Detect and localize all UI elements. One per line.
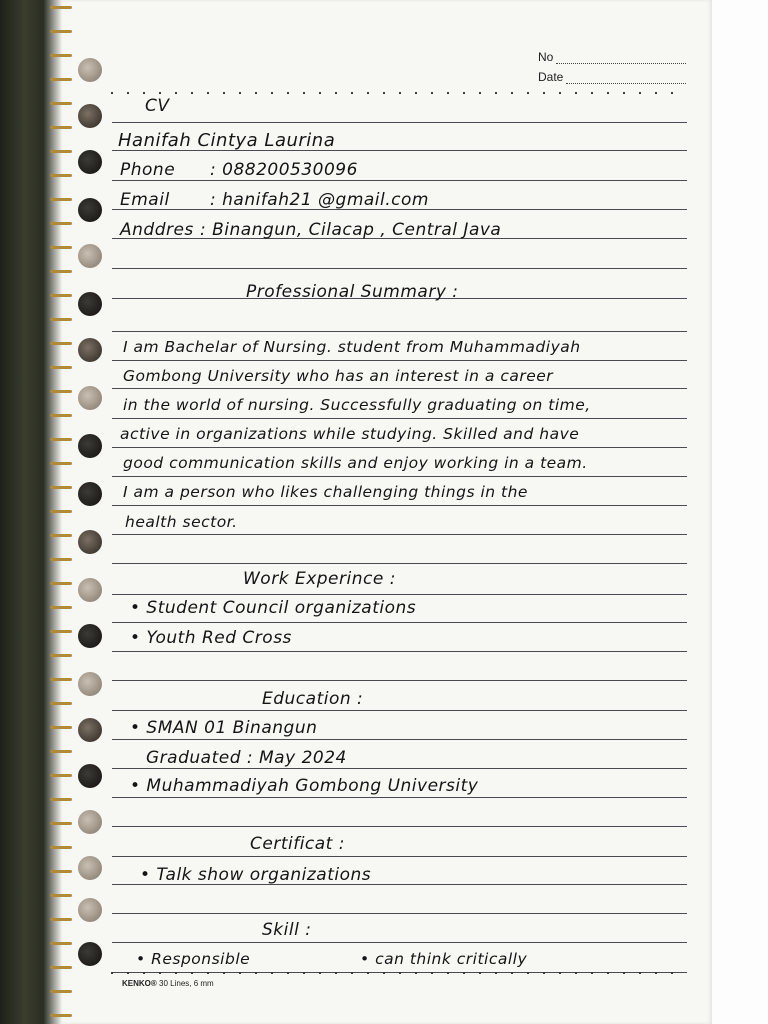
ruled-line bbox=[112, 680, 687, 681]
education-item: • Muhammadiyah Gombong University bbox=[130, 776, 479, 796]
spiral-wire bbox=[50, 654, 72, 657]
summary-line: active in organizations while studying. Skilled and have bbox=[120, 425, 580, 443]
ruled-line bbox=[112, 913, 687, 914]
spiral-wire bbox=[50, 894, 72, 897]
spiral-wire bbox=[50, 846, 72, 849]
spiral-wire bbox=[50, 966, 72, 969]
spiral-wire bbox=[50, 342, 72, 345]
punch-hole bbox=[78, 764, 102, 788]
spiral-wire bbox=[50, 918, 72, 921]
spiral-wire bbox=[50, 222, 72, 225]
punch-hole bbox=[78, 292, 102, 316]
ruled-line bbox=[112, 768, 687, 769]
email-label: Email bbox=[120, 190, 170, 210]
ruled-line bbox=[112, 651, 687, 652]
spiral-wire bbox=[50, 798, 72, 801]
spiral-wire bbox=[50, 990, 72, 993]
phone-value: : 088200530096 bbox=[210, 160, 358, 180]
punch-hole bbox=[78, 386, 102, 410]
ruled-line bbox=[112, 122, 687, 123]
summary-line: Gombong University who has an interest in a career bbox=[123, 367, 554, 385]
address-value: : Binangun, Cilacap , Central Java bbox=[200, 220, 502, 240]
spiral-wire bbox=[50, 390, 72, 393]
spiral-wire bbox=[50, 750, 72, 753]
spiral-wire bbox=[50, 294, 72, 297]
ruled-line bbox=[112, 942, 687, 943]
skill-heading: Skill : bbox=[262, 920, 312, 940]
punch-hole bbox=[78, 624, 102, 648]
dotted-rule bbox=[104, 92, 687, 94]
ruled-line bbox=[112, 388, 687, 389]
spiral-wire bbox=[50, 774, 72, 777]
ruled-line bbox=[112, 563, 687, 564]
spiral-wire bbox=[50, 438, 72, 441]
punch-hole bbox=[78, 718, 102, 742]
education-heading: Education : bbox=[262, 689, 364, 709]
ruled-line bbox=[112, 447, 687, 448]
no-label: No bbox=[538, 50, 554, 64]
spiral-wire bbox=[50, 726, 72, 729]
punch-hole bbox=[78, 150, 102, 174]
spiral-wire bbox=[50, 462, 72, 465]
punch-hole bbox=[78, 434, 102, 458]
punch-hole bbox=[78, 856, 102, 880]
summary-heading: Professional Summary : bbox=[246, 282, 459, 302]
punch-hole bbox=[78, 482, 102, 506]
spiral-wire bbox=[50, 534, 72, 537]
full-name: Hanifah Cintya Laurina bbox=[118, 130, 336, 151]
ruled-line bbox=[112, 594, 687, 595]
spiral-wire bbox=[50, 366, 72, 369]
email-value: : hanifah21 @gmail.com bbox=[210, 190, 429, 210]
brand-label: KENKO® bbox=[122, 979, 157, 988]
spiral-wire bbox=[50, 582, 72, 585]
ruling-spec: 30 Lines, 6 mm bbox=[159, 979, 214, 988]
spiral-wire bbox=[50, 702, 72, 705]
spiral-wire bbox=[50, 54, 72, 57]
certificate-heading: Certificat : bbox=[250, 834, 345, 854]
spiral-wire bbox=[50, 870, 72, 873]
punch-hole bbox=[78, 198, 102, 222]
spiral-wire bbox=[50, 1014, 72, 1017]
summary-line: health sector. bbox=[125, 513, 238, 531]
spiral-wire bbox=[50, 486, 72, 489]
spiral-wire bbox=[50, 246, 72, 249]
summary-line: I am a person who likes challenging things in the bbox=[123, 483, 528, 501]
dotted-rule bbox=[104, 972, 687, 974]
ruled-line bbox=[112, 797, 687, 798]
spiral-wire bbox=[50, 126, 72, 129]
spiral-wire bbox=[50, 558, 72, 561]
skill-item: • can think critically bbox=[360, 950, 528, 968]
date-line bbox=[566, 83, 686, 84]
cv-title: CV bbox=[145, 96, 170, 116]
education-item: • SMAN 01 Binangun bbox=[130, 718, 318, 738]
page-footer bbox=[122, 979, 214, 988]
ruled-line bbox=[112, 534, 687, 535]
spiral-wire bbox=[50, 198, 72, 201]
spiral-wire bbox=[50, 270, 72, 273]
spiral-wire bbox=[50, 30, 72, 33]
skill-item: • Responsible bbox=[136, 950, 251, 968]
summary-line: I am Bachelar of Nursing. student from Muhammadiyah bbox=[123, 338, 581, 356]
spiral-wire bbox=[50, 414, 72, 417]
ruled-line bbox=[112, 622, 687, 623]
spiral-wire bbox=[50, 606, 72, 609]
ruled-line bbox=[112, 710, 687, 711]
spiral-wire bbox=[50, 822, 72, 825]
spiral-wire bbox=[50, 102, 72, 105]
spiral-wire bbox=[50, 174, 72, 177]
punch-hole bbox=[78, 898, 102, 922]
punch-hole bbox=[78, 530, 102, 554]
ruled-line bbox=[112, 826, 687, 827]
ruled-line bbox=[112, 360, 687, 361]
spiral-wire bbox=[50, 6, 72, 9]
spiral-wire bbox=[50, 630, 72, 633]
spiral-wire bbox=[50, 942, 72, 945]
punch-hole bbox=[78, 942, 102, 966]
spiral-wire bbox=[50, 510, 72, 513]
phone-label: Phone bbox=[120, 160, 176, 180]
ruled-line bbox=[112, 739, 687, 740]
ruled-line bbox=[112, 856, 687, 857]
date-label: Date bbox=[538, 70, 564, 84]
summary-line: good communication skills and enjoy working in a team. bbox=[123, 454, 588, 472]
punch-hole bbox=[78, 578, 102, 602]
ruled-line bbox=[112, 180, 687, 181]
ruled-line bbox=[112, 505, 687, 506]
address-label: Anddres bbox=[120, 220, 194, 240]
punch-hole bbox=[78, 58, 102, 82]
punch-hole bbox=[78, 672, 102, 696]
ruled-line bbox=[112, 418, 687, 419]
no-line bbox=[556, 63, 686, 64]
spiral-wire bbox=[50, 678, 72, 681]
punch-hole bbox=[78, 810, 102, 834]
ruled-line bbox=[112, 476, 687, 477]
punch-hole bbox=[78, 338, 102, 362]
work-item: • Youth Red Cross bbox=[130, 628, 292, 648]
certificate-item: • Talk show organizations bbox=[140, 865, 372, 885]
spiral-wire bbox=[50, 78, 72, 81]
spiral-wire bbox=[50, 318, 72, 321]
spiral-wire bbox=[50, 150, 72, 153]
punch-hole bbox=[78, 244, 102, 268]
page-margin bbox=[712, 0, 768, 1024]
ruled-line bbox=[112, 331, 687, 332]
education-item: Graduated : May 2024 bbox=[146, 748, 347, 768]
work-item: • Student Council organizations bbox=[130, 598, 417, 618]
work-heading: Work Experince : bbox=[243, 569, 396, 589]
punch-hole bbox=[78, 104, 102, 128]
ruled-line bbox=[112, 268, 687, 269]
summary-line: in the world of nursing. Successfully graduating on time, bbox=[123, 396, 591, 414]
